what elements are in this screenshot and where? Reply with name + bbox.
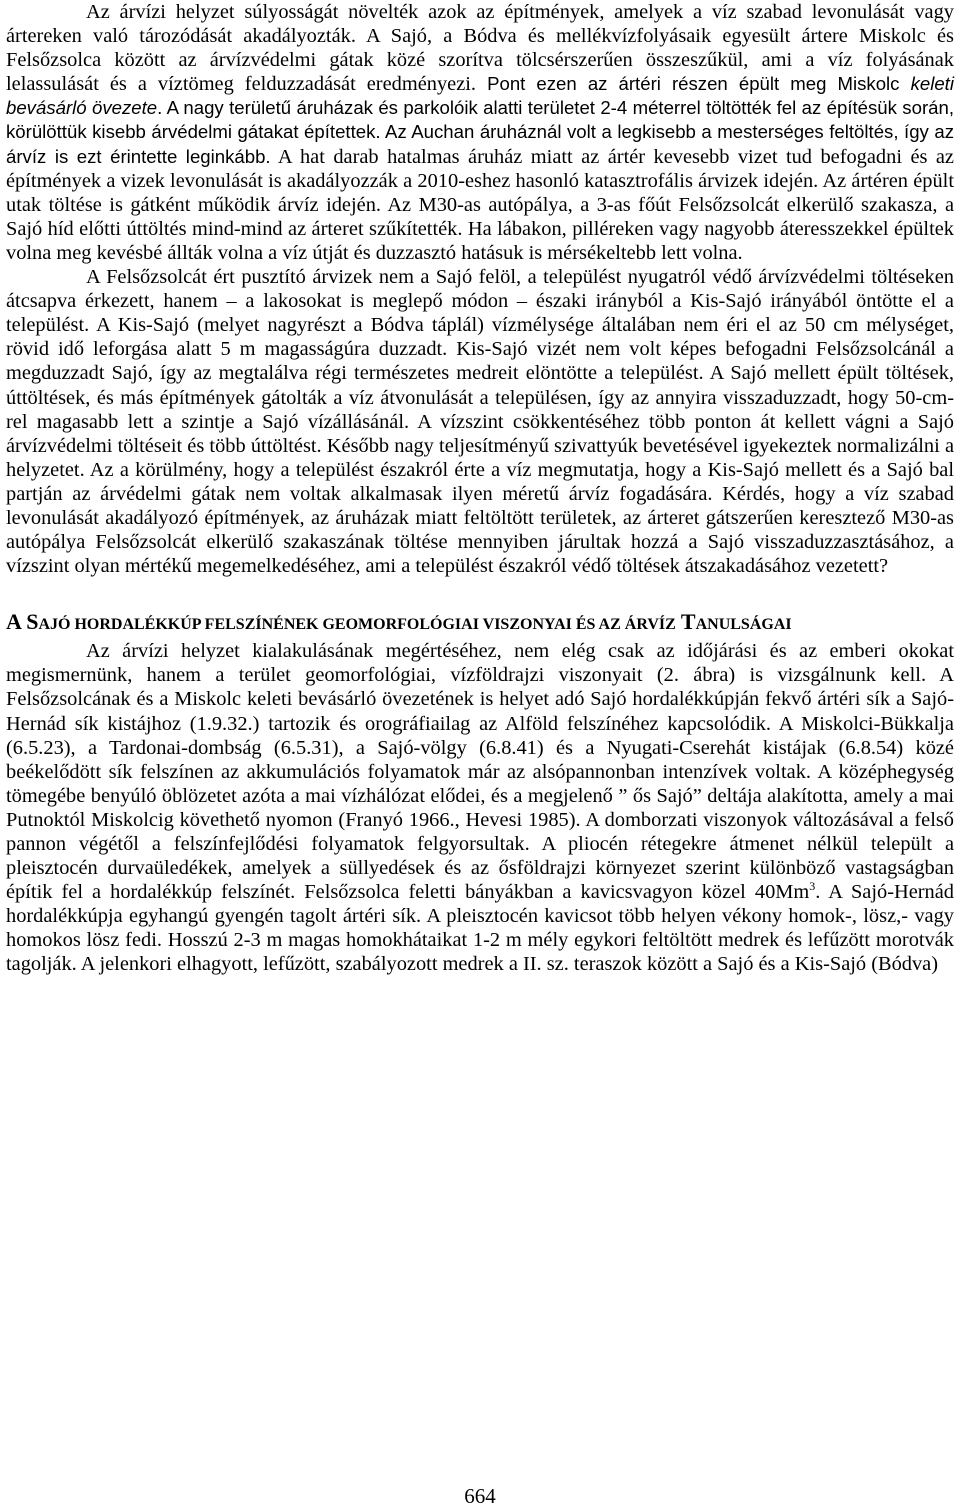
para1-sentence-shopping-zone: Pont ezen az ártéri részen épült meg Miskolc	[476, 73, 911, 95]
para3-superscript: 3	[809, 879, 816, 894]
heading-rest-line2: ANULSÁGAI	[695, 616, 792, 634]
paragraph-geomorphology	[6, 639, 954, 976]
document-page	[6, 0, 954, 977]
heading-rest-line1: AJÓ HORDALÉKKÚP FELSZÍNÉNEK GEOMORFOLÓGIAI VISZONYAI ÉS AZ ÁRVÍZ	[38, 616, 676, 634]
heading-cap-a: A	[6, 609, 21, 635]
para3-text-end: . A Sajó-Hernád hordalékkúpja egyhangú gyengén tagolt ártéri sík. A pleisztocén kavicsot több helyen vékony homok-, lösz,- vagy homokos lösz fedi. Hosszú 2-3 m magas homokhátaikat 1-2 m mély egykori feltöltött medrek és lefűzött morotvák tagolják. A jelenkori elhagyott, lefűzött, szabályozott medrek a II. sz. teraszok között a Sajó és a Kis-Sajó (Bódva)	[6, 881, 954, 976]
paragraph-felsozsolca: A Felsőzsolcát ért pusztító árvizek nem a Sajó felöl, a települést nyugatról védő árvízvédelmi töltéseken átcsapva érkezett, hanem – a lakosokat is meglepő módon – északi irányból a Kis-Sajó irányából öntötte el a települést. A Kis-Sajó (melyet nagyrészt a Bódva táplál) vízmélysége általában nem éri el az 50 cm mélységet, rövid idő leforgása alatt 5 m magasságúra duzzadt. Kis-Sajó vizét nem volt képes befogadni Felsőzsolcánál a megduzzadt Sajó, így az megtalálva régi természetes medreit elöntötte a települést. A Sajó mellett épült töltések, úttöltések, és más építmények gátolták a víz átvonulását a településen, így az annyira visszaduzzadt, hogy 50-cm-rel magasabb lett a szintje a Sajó vízállásánál. A vízszint csökkentéséhez több ponton át kellett vágni a Sajó árvízvédelmi töltéseit és több úttöltést. Később nagy teljesítményű szivattyúk bevetésével igyekeztek normalizálni a helyzetet. Az a körülmény, hogy a települést északról érte a víz megmutatja, hogy a Kis-Sajó mellett és a Sajó bal partján az árvédelmi gátak nem voltak alkalmasak ilyen méretű árvíz fogadására. Kérdés, hogy a víz szabad levonulását akadályozó építmények, az áruházak miatt feltöltött területek, az árteret gátszerűen keresztező M30-as autópálya Felsőzsolcát elkerülő szakaszának töltése mennyiben járultak hozzá a Sajó visszaduzzasztásához, a vízszint olyan mértékű megemelkedéséhez, ami a települést északról védő töltések átszakadásához vezetett?	[6, 266, 954, 578]
page-number: 664	[464, 1484, 496, 1508]
para3-text: Az árvízi helyzet kialakulásának megértéséhez, nem elég csak az időjárási és az emberi okokat megismernünk, hanem a terület geomorfológiai, vízföldrajzi viszonyait (2. ábra) is vizsgálnunk kell. A Felsőzsolcának és a Miskolc keleti bevásárló övezetének is helyet adó Sajó hordalékkúpján fekvő ártéri sík a Sajó-Hernád sík kistájhoz (1.9.32.) tartozik és orográfiailag az Alföld felszínéhez kapcsolódik. A Miskolci-Bükkalja (6.5.23), a Tardonai-dombság (6.5.31), a Sajó-völgy (6.8.41) és a Nyugati-Cserehát kistájak (6.8.54) közé beékelődött sík felszínen az akkumulációs folyamatok már az alsópannonban intenzívek voltak. A középhegység tömegébe benyúló öblözetet azóta a mai vízhálózat elődei, és a megjelenő ” ős Sajó” deltája alakította, amely a mai Putnoktól Miskolcig követhető nyomon (Franyó 1966., Hevesi 1985). A domborzati viszonyok változásával a felső pannon végétől a felszínfejlődési folyamatok felgyorsultak. A pliocén rétegekre átmenet nélkül települt a pleisztocén durvaüledékek, amelyek a süllyedések és az ősföldrajzi környezet szerint különböző vastagságban építik fel a hordalékkúp felszínét. Felsőzsolca feletti bányákban a kavicsvagyon közel 40Mm	[6, 640, 954, 904]
paragraph-flood-structures	[6, 0, 954, 265]
heading-cap-t: T	[680, 609, 696, 635]
para1-sentence-1: Az árvízi helyzet súlyosságát növelték azok az építmények, amelyek a víz szabad levonulását vagy ártereken való tározódását akadályozták. A Sajó, a Bódva és mellékvízfolyásaik egyesült ártere Miskolc és Felsőzsolca között az árvízvédelmi gátak közé szorítva tölcsérszerűen összeszűkül, ami a víz folyásának lelassulását és a víztömeg felduzzadását eredményezi.	[6, 1, 954, 96]
para1-sentence-rest: A hat darab hatalmas áruház miatt az ártér kevesebb vizet tud befogadni és az építmények a vizek levonulását is akadályozzák a 2010-eshez hasonló katasztrofális árvizek idején. Az ártéren épült utak töltése is gátként működik árvíz idején. Az M30-as autópálya, a 3-as főút Felsőzsolcát elkerülő szakasza, a Sajó híd előtti úttöltés mind-mind az árteret szűkítették. Ha lábakon, pilléreken vagy nagyobb áteresszekkel épültek volna meg kevésbé állták volna a víz útját és duzzasztó hatásuk is mérsékeltebb lett volna.	[6, 145, 954, 264]
para1-italic-term: keleti bevásárló övezete	[6, 73, 954, 119]
para1-sentence-shopping-zone-end: .	[157, 97, 163, 119]
heading-cap-s: S	[26, 609, 39, 635]
section-heading	[6, 608, 954, 639]
para1-sentence-landfill: A nagy területű áruházak és parkolóik alatti területet 2-4 méterrel töltötték fel az építésük során, körülöttük kisebb árvédelmi gátakat építettek. Az Auchan áruháznál volt a legkisebb a mesterséges feltöltés, így az árvíz is ezt érintette leginkább.	[6, 97, 954, 167]
